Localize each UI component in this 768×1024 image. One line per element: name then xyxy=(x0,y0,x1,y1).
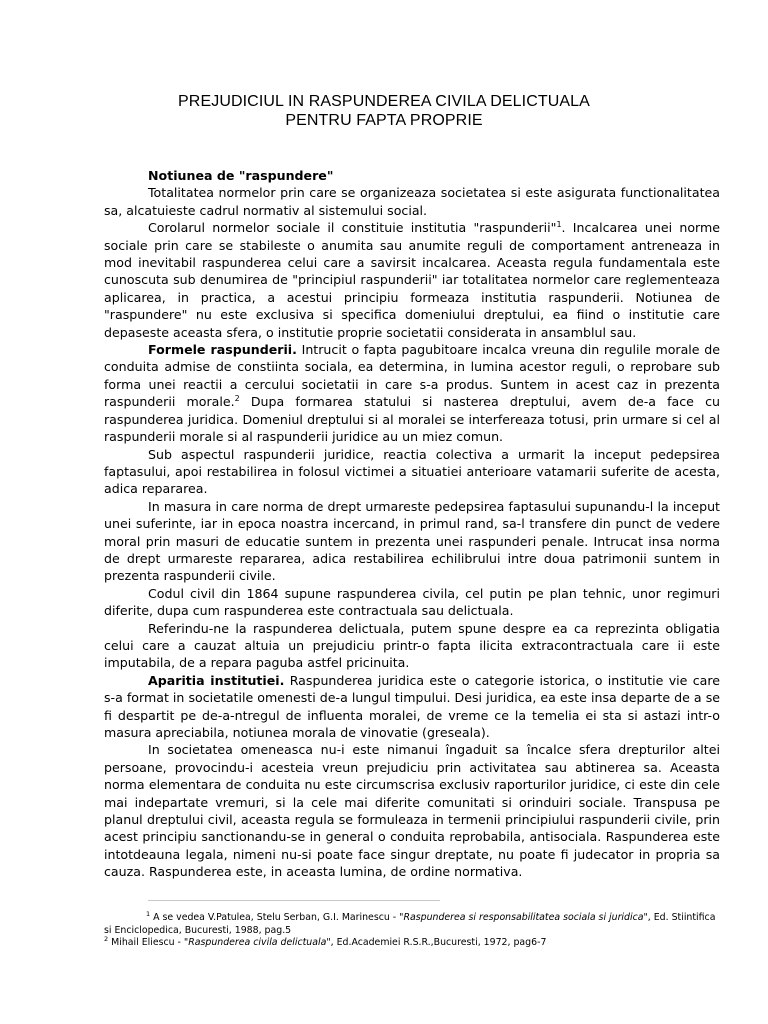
paragraph xyxy=(104,219,720,341)
paragraph-lead: Formele raspunderii. xyxy=(148,342,297,358)
paragraph-text: Dupa formarea statului si nasterea dreptului, avem de-a face cu raspunderea juridica. Domeniul dreptului si al moralei se interfereaza totusi, prin urmare si cel al raspunderii morale si al raspunderii juridice au un miez comun. xyxy=(104,394,720,445)
footnote-text: ", Ed.Academiei R.S.R.,Bucuresti, 1972, pag6-7 xyxy=(326,937,547,949)
section-heading: Notiunea de "raspundere" xyxy=(148,168,334,183)
paragraph xyxy=(104,341,720,445)
paragraph-text: Raspunderea juridica este o categorie istorica, o institutie vie care s-a format in societatile omenesti de-a lungul timpului. Desi juridica, ea este insa departe de a se fi despartit pe de-a-ntregul de influenta moralei, de vreme ce la temelia ei sta si astazi intr-o masura apreciabila, notiunea morala de vinovatie (greseala). xyxy=(104,672,720,740)
paragraph-text: Corolarul normelor sociale il constituie institutia "raspunderii" xyxy=(148,220,557,236)
paragraph-text: Intrucit o fapta pagubitoare incalca vreuna din regulile morale de conduita admise de constiinta sociala, ea determina, in lumina acestor reguli, o reprobare sub forma unei reactii a cercului societatii in care s-a produs. Suntem in acest caz in prezenta raspunderii morale. xyxy=(104,342,720,410)
paragraph: In masura in care norma de drept urmareste pedepsirea faptasului supunandu-l la inceput unei suferinte, iar in epoca noastra incercand, in primul rand, sa-l transfere din punct de vedere moral prin masuri de educatie suntem in prezenta unei raspunderi penale. Intrucat insa norma de drept urmareste repararea, adica restabilirea echilibrului intre doua patrimonii suntem in prezenta raspunderii civile. xyxy=(104,498,720,584)
footnote-number: 2 xyxy=(104,935,109,944)
paragraph: In societatea omeneasca nu-i este nimanui îngaduit sa încalce sfera drepturilor altei persoane, provocindu-i acesteia vreun prejudiciu prin activitatea sau abtinerea sa. Aceasta norma elementara de conduita nu este circumscrisa exclusiv raporturilor juridice, ci este din cele mai indepartate vremuri, si la cele mai diferite comunitati si orinduiri sociale. Transpusa pe planul dreptului civil, aceasta regula se formuleaza in termenii principiului raspunderii civile, prin acest principiu sanctionandu-se in general o conduita reprobabila, antisociala. Raspunderea este intotdeauna legala, nimeni nu-si poate face singur dreptate, nu poate fi judecator in propria sa cauza. Raspunderea este, in aceasta lumina, de ordine normativa. xyxy=(104,742,720,880)
paragraph-text: . Incalcarea unei norme sociale prin care se stabileste o anumita sau anumite reguli de comportament antreneaza in mod inevitabil raspunderea celui care a savirsit incalcarea. Aceasta regula fundamentala este cunoscuta sub denumirea de "principiul raspunderii" iar totalitatea normelor care reglementeaza aplicarea, in practica, a acestui principiu formeaza institutia raspunderii. Notiunea de "raspundere" nu este exclusiva si specifica domeniului dreptului, ea fiind o institutie care depaseste aceasta sfera, o institutie proprie societatii considerata in ansamblul sau. xyxy=(104,220,721,340)
footnote-text: ", Ed. Stiintifica si Enciclopedica, Bucuresti, 1988, pag.5 xyxy=(104,912,716,936)
page-title xyxy=(0,92,768,130)
footnote-ref-2: 2 xyxy=(234,394,240,404)
paragraph: Sub aspectul raspunderii juridice, reactia colectiva a urmarit la inceput pedepsirea faptasului, apoi restabilirea in folosul victimei a situatiei anterioare vatamarii suferite de acesta, adica repararea. xyxy=(104,446,720,497)
paragraph: Referindu-ne la raspunderea delictuala, putem spune despre ea ca reprezinta obligatia celui care a cauzat altuia un prejudiciu printr-o fapta ilicita extracontractuala care ii este imputabila, de a repara paguba astfel pricinuita. xyxy=(104,620,720,671)
footnote-2 xyxy=(104,937,720,950)
footnote-text: A se vedea V.Patulea, Stelu Serban, G.I. Marinescu - " xyxy=(150,912,404,923)
footnote-text: Mihail Eliescu - " xyxy=(108,937,189,949)
paragraph: Codul civil din 1864 supune raspunderea civila, cel putin pe plan tehnic, unor regimuri diferite, dupa cum raspunderea este contractuala sau delictuala. xyxy=(104,585,720,619)
footnote-title: Raspunderea si responsabilitatea sociala si juridica xyxy=(403,912,644,923)
footnote-1 xyxy=(104,909,720,937)
paragraph-lead: Aparitia institutiei. xyxy=(148,672,285,688)
paragraph xyxy=(104,672,720,742)
title-line-2: PENTRU FAPTA PROPRIE xyxy=(285,112,483,129)
paragraph: Totalitatea normelor prin care se organizeaza societatea si este asigurata functionalitatea sa, alcatuieste cadrul normativ al sistemului social. xyxy=(104,185,720,218)
footnote-separator xyxy=(148,900,440,901)
footnote-ref-1: 1 xyxy=(556,220,562,230)
title-line-1: PREJUDICIUL IN RASPUNDEREA CIVILA DELICTUALA xyxy=(178,93,590,110)
footnote-number: 1 xyxy=(146,909,151,918)
footnotes xyxy=(104,909,720,950)
footnote-title: Raspunderea civila delictuala xyxy=(188,937,327,949)
document-body xyxy=(104,167,720,881)
